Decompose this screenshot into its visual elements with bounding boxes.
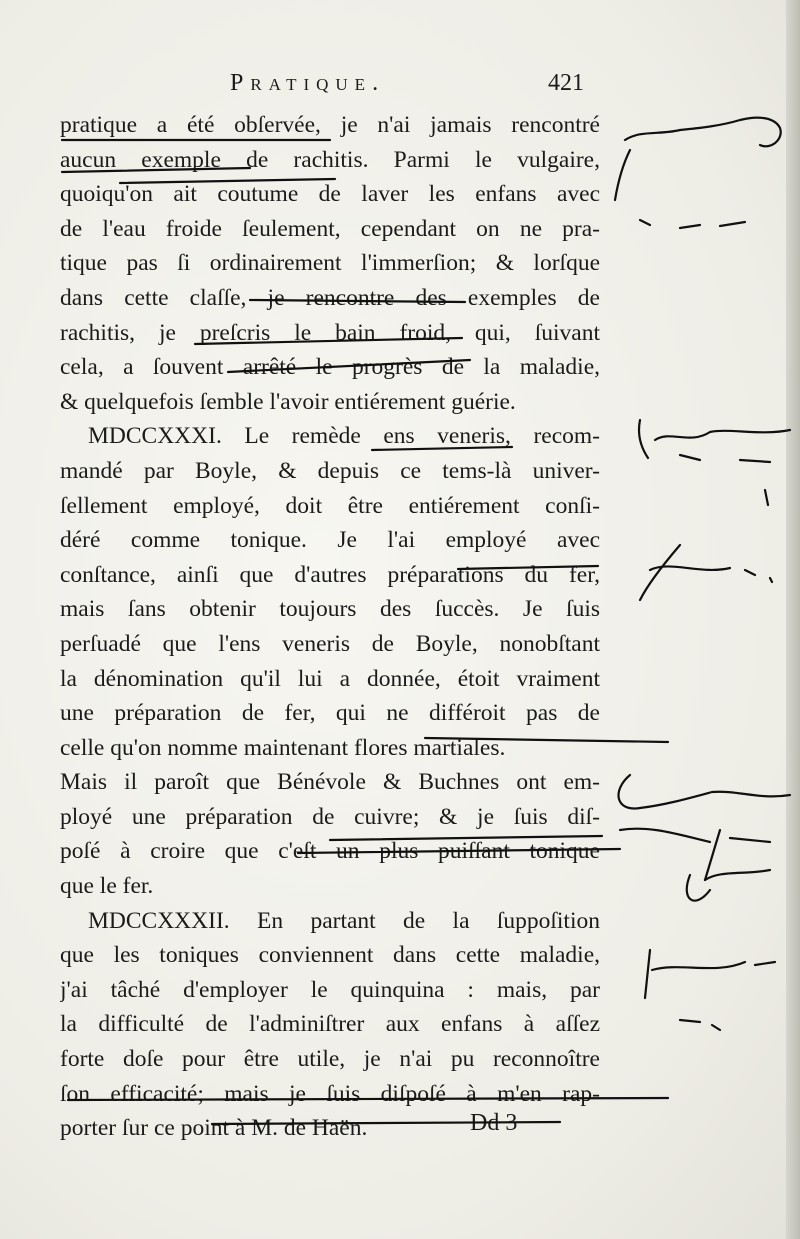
text-line: que les toniques conviennent dans cette maladie, bbox=[60, 942, 600, 969]
text-line: forte doſe pour être utile, je n'ai pu reconnoître bbox=[60, 1046, 600, 1073]
text-line: Mais il paroît que Bénévole & Buchnes ont em- bbox=[60, 769, 600, 796]
paragraph-start-mdccxxxii: MDCCXXXII. En partant de la ſuppoſition bbox=[88, 907, 600, 934]
text-line: mais ſans obtenir toujours des ſuccès. Je ſuis bbox=[60, 596, 600, 623]
text-line: conſtance, ainſi que d'autres préparations du fer, bbox=[60, 561, 600, 588]
text-line: cela, a ſouvent arrêté le progrès de la maladie, bbox=[60, 354, 600, 381]
body-text bbox=[60, 108, 600, 1146]
text-line: ſon efficacité; mais je ſuis diſpoſé à m'en rap- bbox=[60, 1080, 600, 1107]
text-line: celle qu'on nomme maintenant flores martiales. bbox=[60, 734, 506, 761]
text-line: la difficulté de l'adminiſtrer aux enfans à aſſez bbox=[60, 1011, 600, 1038]
page-header bbox=[60, 70, 600, 106]
text-line: & quelquefois ſemble l'avoir entiérement guérie. bbox=[60, 388, 516, 415]
margin-note-mark bbox=[687, 870, 770, 901]
text-line: tique pas ſi ordinairement l'immerſion; & lorſque bbox=[60, 250, 600, 277]
margin-note-mark bbox=[645, 950, 775, 998]
running-title: Pratique. bbox=[230, 70, 386, 96]
page-edge bbox=[786, 0, 800, 1239]
page-number: 421 bbox=[548, 70, 584, 96]
margin-note-mark bbox=[640, 545, 772, 600]
margin-note-mark bbox=[680, 1020, 720, 1030]
margin-note-mark bbox=[640, 220, 745, 228]
text-line: quoiqu'on ait coutume de laver les enfans avec bbox=[60, 181, 600, 208]
margin-note-mark bbox=[620, 829, 770, 880]
text-line: une préparation de fer, qui ne différoit pas de bbox=[60, 700, 600, 727]
text-line: pratique a été obſervée, je n'ai jamais rencontré bbox=[60, 112, 600, 138]
text-line: poſé à croire que c'eſt un plus puiſſant tonique bbox=[60, 838, 600, 865]
text-line: de l'eau froide ſeulement, cependant on ne pra- bbox=[60, 215, 600, 242]
text-line: dans cette claſſe, je rencontre des exemples de bbox=[60, 284, 600, 311]
text-line: déré comme tonique. Je l'ai employé avec bbox=[60, 527, 600, 554]
text-line: aucun exemple de rachitis. Parmi le vulgaire, bbox=[60, 146, 600, 173]
text-line: ployé une préparation de cuivre; & je ſuis diſ- bbox=[60, 803, 600, 830]
text-line: j'ai tâché d'employer le quinquina : mais, par bbox=[60, 976, 600, 1003]
text-line: ſellement employé, doit être entiérement conſi- bbox=[60, 492, 600, 519]
text-line: que le fer. bbox=[60, 873, 154, 900]
signature-mark: Dd 3 bbox=[470, 1110, 518, 1136]
margin-note-mark bbox=[639, 420, 790, 458]
margin-note-mark bbox=[615, 118, 781, 200]
margin-note-mark bbox=[619, 775, 790, 808]
text-line: mandé par Boyle, & depuis ce tems-là univer- bbox=[60, 457, 600, 484]
text-line: perſuadé que l'ens veneris de Boyle, nonobſtant bbox=[60, 630, 600, 657]
paragraph-start-mdccxxxi: MDCCXXXI. Le remède ens veneris, recom- bbox=[88, 423, 600, 450]
text-line: la dénomination qu'il lui a donnée, étoit vraiment bbox=[60, 665, 600, 692]
text-line: porter ſur ce point à M. de Haën. bbox=[60, 1115, 368, 1142]
text-line: rachitis, je preſcris le bain froid, qui, ſuivant bbox=[60, 319, 600, 346]
margin-note-mark bbox=[680, 455, 770, 505]
